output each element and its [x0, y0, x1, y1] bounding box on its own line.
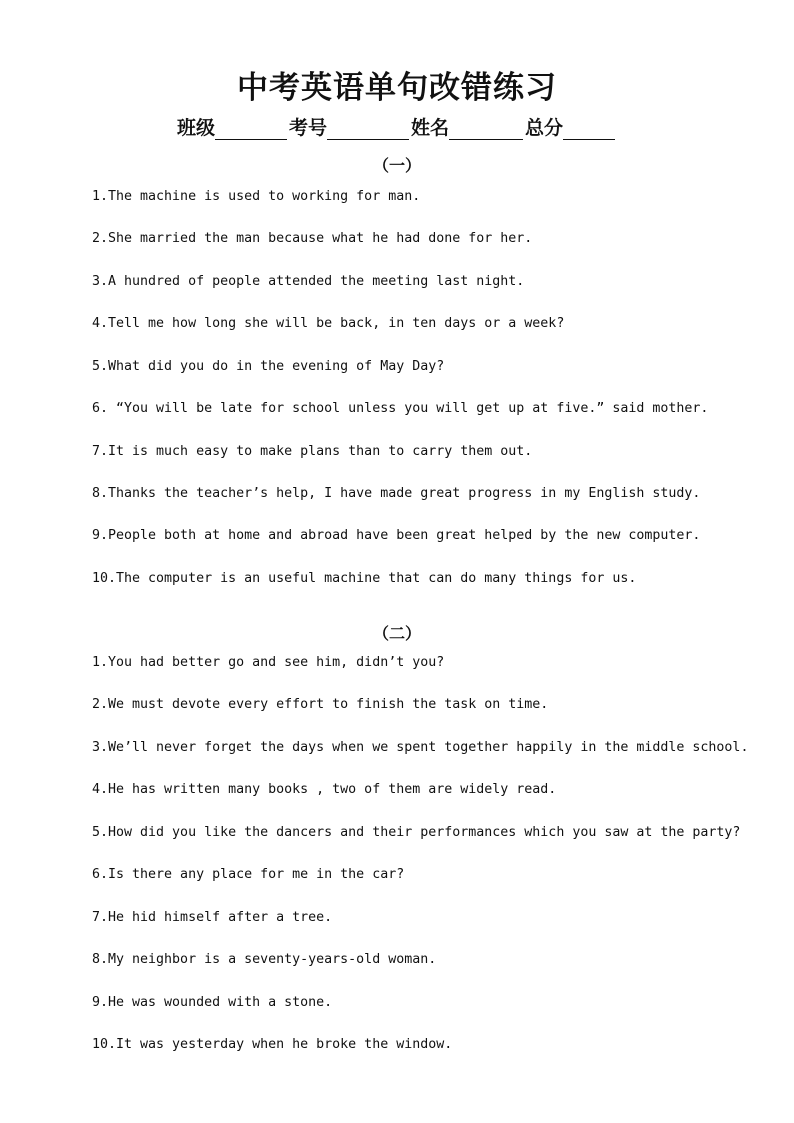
exam-number-blank[interactable]	[327, 119, 409, 140]
question-item: 9.He was wounded with a stone.	[92, 995, 333, 1010]
score-label: 总分	[525, 117, 564, 139]
class-blank[interactable]	[215, 119, 287, 140]
question-item: 8.Thanks the teacher’s help, I have made great progress in my English study.	[92, 486, 701, 501]
question-item: 5.How did you like the dancers and their performances which you saw at the party?	[92, 825, 741, 840]
question-item: 6.Is there any place for me in the car?	[92, 867, 405, 882]
question-item: 7.He hid himself after a tree.	[92, 910, 333, 925]
student-info-line	[0, 113, 794, 140]
question-item: 3.A hundred of people attended the meeting last night.	[92, 274, 525, 289]
score-blank[interactable]	[563, 119, 615, 140]
question-item: 10.The computer is an useful machine that can do many things for us.	[92, 571, 637, 586]
question-item: 5.What did you do in the evening of May Day?	[92, 359, 445, 374]
section-heading: （二）	[372, 624, 421, 643]
question-item: 6. “You will be late for school unless you will get up at five.” said mother.	[92, 401, 709, 416]
question-item: 1.The machine is used to working for man.	[92, 189, 421, 204]
exam-number-label: 考号	[288, 117, 327, 139]
question-item: 7.It is much easy to make plans than to carry them out.	[92, 444, 533, 459]
page-title: 中考英语单句改错练习	[237, 70, 557, 106]
question-item: 3.We’ll never forget the days when we spent together happily in the middle school.	[92, 740, 749, 755]
section-heading: （一）	[372, 156, 421, 175]
question-item: 4.He has written many books , two of them are widely read.	[92, 782, 557, 797]
question-item: 2.We must devote every effort to finish the task on time.	[92, 697, 549, 712]
question-item: 9.People both at home and abroad have been great helped by the new computer.	[92, 528, 701, 543]
question-item: 2.She married the man because what he had done for her.	[92, 231, 533, 246]
name-label: 姓名	[411, 117, 450, 139]
question-item: 10.It was yesterday when he broke the window.	[92, 1037, 453, 1052]
class-label: 班级	[176, 117, 215, 139]
question-item: 1.You had better go and see him, didn’t you?	[92, 655, 445, 670]
question-item: 4.Tell me how long she will be back, in ten days or a week?	[92, 316, 565, 331]
question-item: 8.My neighbor is a seventy-years-old woman.	[92, 952, 437, 967]
name-blank[interactable]	[449, 119, 523, 140]
